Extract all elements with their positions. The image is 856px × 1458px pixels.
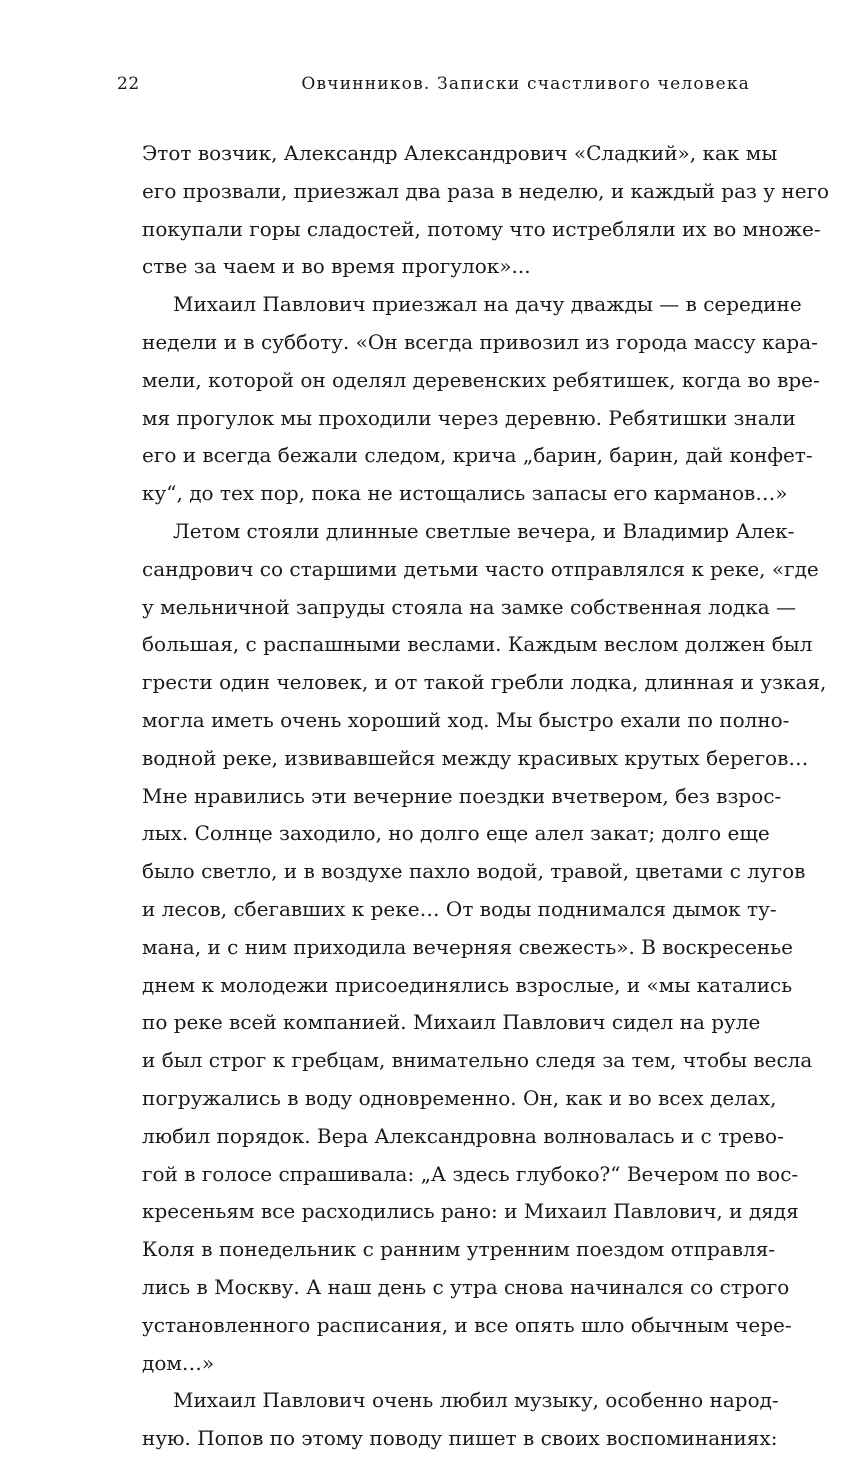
- running-title: Овчинников. Записки счастливого человека: [301, 74, 750, 94]
- text-line: было светло, и в воздухе пахло водой, травой, цветами с лугов: [142, 859, 806, 884]
- text-line: Михаил Павлович приезжал на дачу дважды — в середине: [173, 292, 802, 317]
- text-line: и был строг к гребцам, внимательно следя за тем, чтобы весла: [142, 1048, 813, 1073]
- text-line: грести один человек, и от такой гребли лодка, длинная и узкая,: [142, 670, 827, 695]
- text-line: кресеньям все расходились рано: и Михаил Павлович, и дядя: [142, 1199, 799, 1224]
- text-line: мана, и с ним приходила вечерняя свежесть». В воскресенье: [142, 934, 793, 959]
- text-line: мя прогулок мы проходили через деревню. Ребятишки знали: [142, 405, 796, 430]
- text-line: установленного расписания, и все опять шло обычным чере-: [142, 1312, 792, 1337]
- text-line: дом…»: [142, 1350, 215, 1375]
- text-line: сандрович со старшими детьми часто отправлялся к реке, «где: [142, 556, 819, 581]
- text-line: лых. Солнце заходило, но долго еще алел закат; долго еще: [142, 821, 770, 846]
- body-text: [142, 135, 830, 1458]
- text-line: Михаил Павлович очень любил музыку, особенно народ-: [173, 1388, 779, 1413]
- text-line: недели и в субботу. «Он всегда привозил из города массу кара-: [142, 329, 818, 354]
- text-line: могла иметь очень хороший ход. Мы быстро ехали по полно-: [142, 707, 790, 732]
- text-line: у мельничной запруды стояла на замке собственная лодка —: [142, 594, 797, 619]
- text-line: по реке всей компанией. Михаил Павлович сидел на руле: [142, 1010, 761, 1035]
- text-line: любил порядок. Вера Александровна волновалась и с трево-: [142, 1123, 784, 1148]
- text-line: лись в Москву. А наш день с утра снова начинался со строго: [142, 1274, 790, 1299]
- text-line: покупали горы сладостей, потому что истребляли их во множе-: [142, 216, 821, 241]
- text-line: стве за чаем и во время прогулок»...: [142, 254, 531, 279]
- text-line: Коля в понедельник с ранним утренним поездом отправля-: [142, 1237, 776, 1262]
- text-line: большая, с распашными веслами. Каждым веслом должен был: [142, 632, 813, 657]
- text-line: гой в голосе спрашивала: „А здесь глубоко?“ Вечером по вос-: [142, 1161, 799, 1186]
- text-line: днем к молодежи присоединялись взрослые, и «мы катались: [142, 972, 793, 997]
- page-number: 22: [117, 74, 140, 94]
- text-line: его и всегда бежали следом, крича „барин, барин, дай конфет-: [142, 443, 813, 468]
- running-head: [0, 0, 856, 110]
- text-line: Летом стояли длинные светлые вечера, и Владимир Алек-: [173, 518, 795, 543]
- text-line: мели, которой он оделял деревенских ребятишек, когда во вре-: [142, 367, 820, 392]
- text-line: ку“, до тех пор, пока не истощались запасы его карманов…»: [142, 481, 788, 506]
- text-line: и лесов, сбегавших к реке… От воды поднимался дымок ту-: [142, 896, 777, 921]
- text-line: его прозвали, приезжал два раза в неделю, и каждый раз у него: [142, 178, 830, 203]
- text-line: Мне нравились эти вечерние поездки вчетвером, без взрос-: [142, 783, 782, 808]
- text-line: Этот возчик, Александр Александрович «Сладкий», как мы: [142, 141, 778, 165]
- text-line: водной реке, извивавшейся между красивых крутых берегов…: [142, 745, 809, 770]
- text-line: погружались в воду одновременно. Он, как и во всех делах,: [142, 1085, 777, 1110]
- text-line: ную. Попов по этому поводу пишет в своих воспоминаниях:: [142, 1426, 778, 1451]
